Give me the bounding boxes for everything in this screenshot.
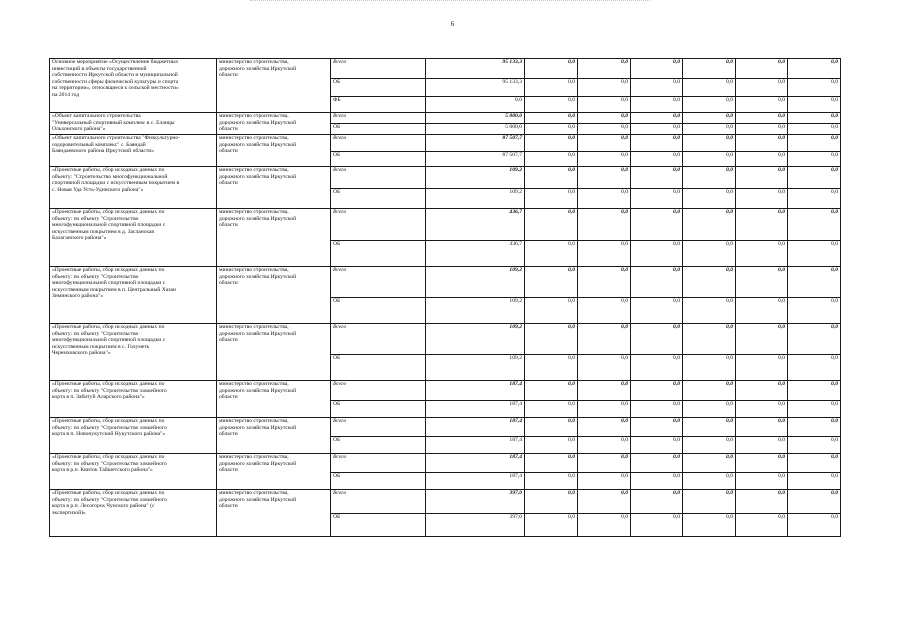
funding-amount-future-year: 0,0 — [525, 355, 578, 381]
responsible-executor: министерство строительства, дорожного хозяйства Иркутской области — [217, 267, 331, 324]
funding-amount-future-year: 0,0 — [631, 401, 683, 418]
funding-amount-future-year: 0,0 — [578, 209, 631, 241]
funding-amount-future-year: 0,0 — [631, 454, 683, 473]
funding-amount-future-year: 0,0 — [631, 167, 683, 189]
funding-amount-future-year: 0,0 — [631, 418, 683, 437]
funding-amount-2014: 5 000,0 — [426, 113, 525, 124]
funding-amount-future-year: 0,0 — [578, 124, 631, 135]
responsible-executor: министерство строительства, дорожного хозяйства Иркутской области — [217, 418, 331, 454]
funding-amount-future-year: 0,0 — [578, 135, 631, 152]
funding-source-label: Всего — [331, 59, 426, 79]
funding-source-label: ОБ — [331, 401, 426, 418]
funding-amount-future-year: 0,0 — [683, 167, 736, 189]
funding-amount-future-year: 0,0 — [578, 167, 631, 189]
funding-source-label: Всего — [331, 209, 426, 241]
funding-amount-future-year: 0,0 — [683, 152, 736, 167]
funding-amount-future-year: 0,0 — [788, 401, 841, 418]
funding-amount-future-year: 0,0 — [578, 514, 631, 537]
funding-amount-future-year: 0,0 — [736, 79, 788, 97]
funding-amount-future-year: 0,0 — [525, 381, 578, 401]
funding-amount-future-year: 0,0 — [683, 381, 736, 401]
responsible-executor: министерство строительства, дорожного хозяйства Иркутской области — [217, 113, 331, 135]
funding-amount-future-year: 0,0 — [736, 124, 788, 135]
funding-amount-future-year: 0,0 — [578, 473, 631, 490]
responsible-executor: министерство строительства, дорожного хозяйства Иркутской области — [217, 454, 331, 490]
funding-amount-future-year: 0,0 — [788, 189, 841, 209]
funding-amount-future-year: 0,0 — [736, 267, 788, 298]
funding-source-label: Всего — [331, 324, 426, 355]
funding-amount-future-year: 0,0 — [525, 152, 578, 167]
table-row — [50, 209, 841, 241]
funding-amount-future-year: 0,0 — [683, 79, 736, 97]
funding-amount-future-year: 0,0 — [683, 241, 736, 267]
funding-amount-2014: 436,7 — [426, 241, 525, 267]
object-description: «Проектные работы, сбор исходных данных по объекту: по объекту "Строительство хоккейного корта в п. Новонукутский Нукутского района"» — [50, 418, 217, 454]
funding-amount-2014: 397,0 — [426, 514, 525, 537]
object-description: «Объект капитального строительства "Физкультурно- оздоровительный комплекс" с. Баяндай Баяндаевского района Иркутской области» — [50, 135, 217, 167]
funding-source-label: ОБ — [331, 189, 426, 209]
funding-source-label: ОБ — [331, 124, 426, 135]
funding-amount-future-year: 0,0 — [578, 381, 631, 401]
funding-amount-future-year: 0,0 — [631, 514, 683, 537]
funding-source-label: Всего — [331, 113, 426, 124]
funding-amount-future-year: 0,0 — [788, 381, 841, 401]
funding-amount-future-year: 0,0 — [683, 324, 736, 355]
funding-amount-2014: 109,2 — [426, 298, 525, 324]
funding-amount-2014: 109,2 — [426, 167, 525, 189]
funding-amount-future-year: 0,0 — [631, 113, 683, 124]
table-row — [50, 490, 841, 514]
funding-amount-future-year: 0,0 — [525, 135, 578, 152]
funding-amount-future-year: 0,0 — [788, 418, 841, 437]
funding-amount-future-year: 0,0 — [736, 473, 788, 490]
funding-amount-future-year: 0,0 — [788, 298, 841, 324]
funding-amount-future-year: 0,0 — [525, 97, 578, 113]
funding-amount-future-year: 0,0 — [736, 298, 788, 324]
funding-amount-future-year: 0,0 — [631, 324, 683, 355]
object-description: Основное мероприятие «Осуществление бюджетных инвестиций в объекты государственной собственности Иркутской области и муниципальной собственности сферы физической культуры и спорта на территории», относящиеся к сельской местности» на 2014 год — [50, 59, 217, 113]
funding-amount-future-year: 0,0 — [736, 97, 788, 113]
funding-amount-future-year: 0,0 — [788, 324, 841, 355]
funding-source-label: Всего — [331, 418, 426, 437]
funding-amount-future-year: 0,0 — [736, 59, 788, 79]
funding-amount-2014: 187,4 — [426, 418, 525, 437]
funding-amount-future-year: 0,0 — [736, 209, 788, 241]
funding-amount-future-year: 0,0 — [736, 113, 788, 124]
funding-source-label: ОБ — [331, 79, 426, 97]
funding-amount-2014: 397,0 — [426, 490, 525, 514]
responsible-executor: министерство строительства, дорожного хозяйства Иркутской области — [217, 59, 331, 113]
funding-amount-future-year: 0,0 — [631, 189, 683, 209]
funding-amount-future-year: 0,0 — [788, 454, 841, 473]
funding-amount-future-year: 0,0 — [578, 401, 631, 418]
funding-amount-future-year: 0,0 — [525, 167, 578, 189]
funding-amount-future-year: 0,0 — [683, 298, 736, 324]
funding-amount-future-year: 0,0 — [631, 298, 683, 324]
funding-amount-future-year: 0,0 — [683, 135, 736, 152]
funding-amount-future-year: 0,0 — [578, 324, 631, 355]
funding-amount-future-year: 0,0 — [631, 124, 683, 135]
funding-source-label: ОБ — [331, 241, 426, 267]
table-row — [50, 135, 841, 152]
funding-amount-future-year: 0,0 — [683, 437, 736, 454]
funding-amount-future-year: 0,0 — [788, 59, 841, 79]
program-table — [49, 58, 841, 537]
funding-amount-future-year: 0,0 — [631, 241, 683, 267]
responsible-executor: министерство строительства, дорожного хозяйства Иркутской области — [217, 135, 331, 167]
funding-amount-future-year: 0,0 — [788, 241, 841, 267]
funding-amount-future-year: 0,0 — [631, 381, 683, 401]
funding-amount-future-year: 0,0 — [788, 113, 841, 124]
funding-amount-future-year: 0,0 — [631, 437, 683, 454]
funding-amount-future-year: 0,0 — [788, 167, 841, 189]
responsible-executor: министерство строительства, дорожного хозяйства Иркутской области — [217, 381, 331, 418]
funding-amount-future-year: 0,0 — [736, 437, 788, 454]
table-row — [50, 418, 841, 437]
funding-amount-future-year: 0,0 — [525, 59, 578, 79]
funding-amount-2014: 187,4 — [426, 401, 525, 418]
funding-amount-future-year: 0,0 — [631, 209, 683, 241]
funding-amount-2014: 187,4 — [426, 454, 525, 473]
funding-amount-2014: 95 133,3 — [426, 59, 525, 79]
funding-amount-2014: 0,0 — [426, 97, 525, 113]
funding-amount-future-year: 0,0 — [578, 298, 631, 324]
funding-amount-2014: 87 507,7 — [426, 135, 525, 152]
funding-amount-2014: 109,2 — [426, 189, 525, 209]
funding-amount-2014: 95 133,3 — [426, 79, 525, 97]
funding-amount-future-year: 0,0 — [736, 514, 788, 537]
funding-amount-future-year: 0,0 — [683, 59, 736, 79]
funding-amount-future-year: 0,0 — [683, 514, 736, 537]
funding-amount-future-year: 0,0 — [631, 355, 683, 381]
funding-amount-2014: 187,4 — [426, 473, 525, 490]
object-description: «Проектные работы, сбор исходных данных по объекту: по объекту "Строительство многофункциональной спортивной площадки с искусственным покрытием в с. Голуметь Черемховского района"» — [50, 324, 217, 381]
funding-amount-future-year: 0,0 — [525, 514, 578, 537]
table-row — [50, 59, 841, 79]
responsible-executor: министерство строительства, дорожного хозяйства Иркутской области — [217, 324, 331, 381]
funding-amount-future-year: 0,0 — [736, 418, 788, 437]
funding-amount-future-year: 0,0 — [736, 454, 788, 473]
table-row — [50, 381, 841, 401]
funding-amount-future-year: 0,0 — [683, 267, 736, 298]
funding-amount-future-year: 0,0 — [578, 355, 631, 381]
funding-amount-future-year: 0,0 — [736, 189, 788, 209]
funding-amount-future-year: 0,0 — [736, 355, 788, 381]
funding-amount-future-year: 0,0 — [525, 79, 578, 97]
funding-amount-future-year: 0,0 — [525, 437, 578, 454]
funding-amount-future-year: 0,0 — [683, 401, 736, 418]
funding-amount-future-year: 0,0 — [736, 490, 788, 514]
funding-amount-future-year: 0,0 — [578, 490, 631, 514]
funding-amount-2014: 109,2 — [426, 355, 525, 381]
funding-source-label: Всего — [331, 490, 426, 514]
funding-amount-future-year: 0,0 — [683, 473, 736, 490]
funding-amount-future-year: 0,0 — [683, 355, 736, 381]
funding-amount-future-year: 0,0 — [578, 189, 631, 209]
funding-amount-2014: 187,4 — [426, 381, 525, 401]
funding-amount-future-year: 0,0 — [525, 124, 578, 135]
funding-amount-future-year: 0,0 — [631, 97, 683, 113]
funding-source-label: Всего — [331, 167, 426, 189]
funding-amount-future-year: 0,0 — [631, 267, 683, 298]
funding-amount-2014: 109,2 — [426, 267, 525, 298]
funding-amount-future-year: 0,0 — [578, 97, 631, 113]
funding-source-label: Всего — [331, 454, 426, 473]
funding-source-label: Всего — [331, 381, 426, 401]
object-description: «Проектные работы, сбор исходных данных по объекту: "Строительство многофункциональной спортивной площадки с искусственным покрытием в с. Новая Уда Усть-Удинского района"» — [50, 167, 217, 209]
funding-amount-future-year: 0,0 — [525, 113, 578, 124]
funding-source-label: ФБ — [331, 97, 426, 113]
funding-amount-future-year: 0,0 — [578, 79, 631, 97]
funding-source-label: Всего — [331, 135, 426, 152]
responsible-executor: министерство строительства, дорожного хозяйства Иркутской области — [217, 167, 331, 209]
funding-amount-future-year: 0,0 — [788, 514, 841, 537]
funding-amount-future-year: 0,0 — [683, 189, 736, 209]
funding-amount-future-year: 0,0 — [578, 454, 631, 473]
funding-amount-future-year: 0,0 — [631, 135, 683, 152]
funding-amount-future-year: 0,0 — [631, 152, 683, 167]
table-row — [50, 324, 841, 355]
funding-amount-future-year: 0,0 — [525, 490, 578, 514]
funding-source-label: ОБ — [331, 298, 426, 324]
funding-amount-future-year: 0,0 — [788, 473, 841, 490]
funding-source-label: ОБ — [331, 473, 426, 490]
funding-amount-future-year: 0,0 — [631, 79, 683, 97]
funding-source-label: Всего — [331, 267, 426, 298]
funding-amount-future-year: 0,0 — [525, 418, 578, 437]
funding-amount-future-year: 0,0 — [631, 490, 683, 514]
table-row — [50, 113, 841, 124]
funding-amount-future-year: 0,0 — [736, 241, 788, 267]
funding-amount-future-year: 0,0 — [736, 401, 788, 418]
object-description: «Проектные работы, сбор исходных данных по объекту: по объекту "Строительство хоккейного корта в р.п. Квиток Тайшетского района"» — [50, 454, 217, 490]
funding-amount-future-year: 0,0 — [788, 437, 841, 454]
funding-amount-future-year: 0,0 — [683, 490, 736, 514]
funding-amount-future-year: 0,0 — [736, 135, 788, 152]
funding-amount-future-year: 0,0 — [631, 473, 683, 490]
funding-amount-future-year: 0,0 — [525, 454, 578, 473]
funding-amount-future-year: 0,0 — [788, 209, 841, 241]
funding-amount-future-year: 0,0 — [683, 209, 736, 241]
funding-amount-future-year: 0,0 — [683, 418, 736, 437]
funding-amount-2014: 109,2 — [426, 324, 525, 355]
object-description: «Проектные работы, сбор исходных данных по объекту: по объекту "Строительство хоккейного корта в п. Забитуй Аларского района"» — [50, 381, 217, 418]
funding-amount-future-year: 0,0 — [788, 135, 841, 152]
funding-amount-2014: 436,7 — [426, 209, 525, 241]
funding-amount-future-year: 0,0 — [578, 437, 631, 454]
responsible-executor: министерство строительства, дорожного хозяйства Иркутской области — [217, 209, 331, 267]
funding-amount-future-year: 0,0 — [683, 97, 736, 113]
table-row — [50, 454, 841, 473]
funding-source-label: ОБ — [331, 437, 426, 454]
funding-amount-future-year: 0,0 — [525, 401, 578, 418]
funding-amount-future-year: 0,0 — [525, 189, 578, 209]
funding-amount-future-year: 0,0 — [578, 59, 631, 79]
funding-amount-2014: 5 000,0 — [426, 124, 525, 135]
funding-amount-future-year: 0,0 — [788, 79, 841, 97]
funding-source-label: ОБ — [331, 355, 426, 381]
funding-amount-future-year: 0,0 — [525, 241, 578, 267]
object-description: «Объект капитального строительства "Универсальный спортивный комплекс в с. Еланцы Ольхонского района"» — [50, 113, 217, 135]
funding-amount-future-year: 0,0 — [788, 490, 841, 514]
object-description: «Проектные работы, сбор исходных данных по объекту: по объекту "Строительство хоккейного корта в р.п. Лесогорск Чунского района" (с экспертизой)» — [50, 490, 217, 537]
responsible-executor: министерство строительства, дорожного хозяйства Иркутской области — [217, 490, 331, 537]
page-number: 6 — [450, 20, 455, 28]
funding-amount-future-year: 0,0 — [578, 241, 631, 267]
funding-amount-future-year: 0,0 — [788, 355, 841, 381]
funding-amount-future-year: 0,0 — [525, 267, 578, 298]
funding-amount-future-year: 0,0 — [525, 298, 578, 324]
funding-amount-future-year: 0,0 — [788, 267, 841, 298]
funding-amount-future-year: 0,0 — [736, 152, 788, 167]
funding-amount-future-year: 0,0 — [578, 152, 631, 167]
funding-amount-future-year: 0,0 — [788, 152, 841, 167]
funding-amount-future-year: 0,0 — [736, 167, 788, 189]
funding-amount-future-year: 0,0 — [525, 324, 578, 355]
funding-amount-future-year: 0,0 — [631, 59, 683, 79]
table-row — [50, 167, 841, 189]
funding-amount-2014: 87 507,7 — [426, 152, 525, 167]
funding-amount-future-year: 0,0 — [788, 124, 841, 135]
funding-amount-future-year: 0,0 — [683, 113, 736, 124]
scan-artifact-line — [250, 0, 650, 2]
funding-source-label: ОБ — [331, 514, 426, 537]
funding-amount-future-year: 0,0 — [736, 381, 788, 401]
funding-amount-future-year: 0,0 — [683, 124, 736, 135]
funding-amount-2014: 187,4 — [426, 437, 525, 454]
object-description: «Проектные работы, сбор исходных данных по объекту: по объекту "Строительство многофункциональной спортивной площадки с искусственным покрытием в п. Центральный Хазан Зиминского района"» — [50, 267, 217, 324]
funding-amount-future-year: 0,0 — [525, 209, 578, 241]
funding-amount-future-year: 0,0 — [578, 418, 631, 437]
object-description: «Проектные работы, сбор исходных данных по объекту: по объекту "Строительство многофункциональной спортивной площадки с искусственным покрытием в д. Засланская Балаганского района"» — [50, 209, 217, 267]
funding-amount-future-year: 0,0 — [525, 473, 578, 490]
table-row — [50, 267, 841, 298]
funding-source-label: ОБ — [331, 152, 426, 167]
funding-amount-future-year: 0,0 — [578, 113, 631, 124]
funding-amount-future-year: 0,0 — [578, 267, 631, 298]
funding-amount-future-year: 0,0 — [788, 97, 841, 113]
funding-amount-future-year: 0,0 — [683, 454, 736, 473]
funding-amount-future-year: 0,0 — [736, 324, 788, 355]
